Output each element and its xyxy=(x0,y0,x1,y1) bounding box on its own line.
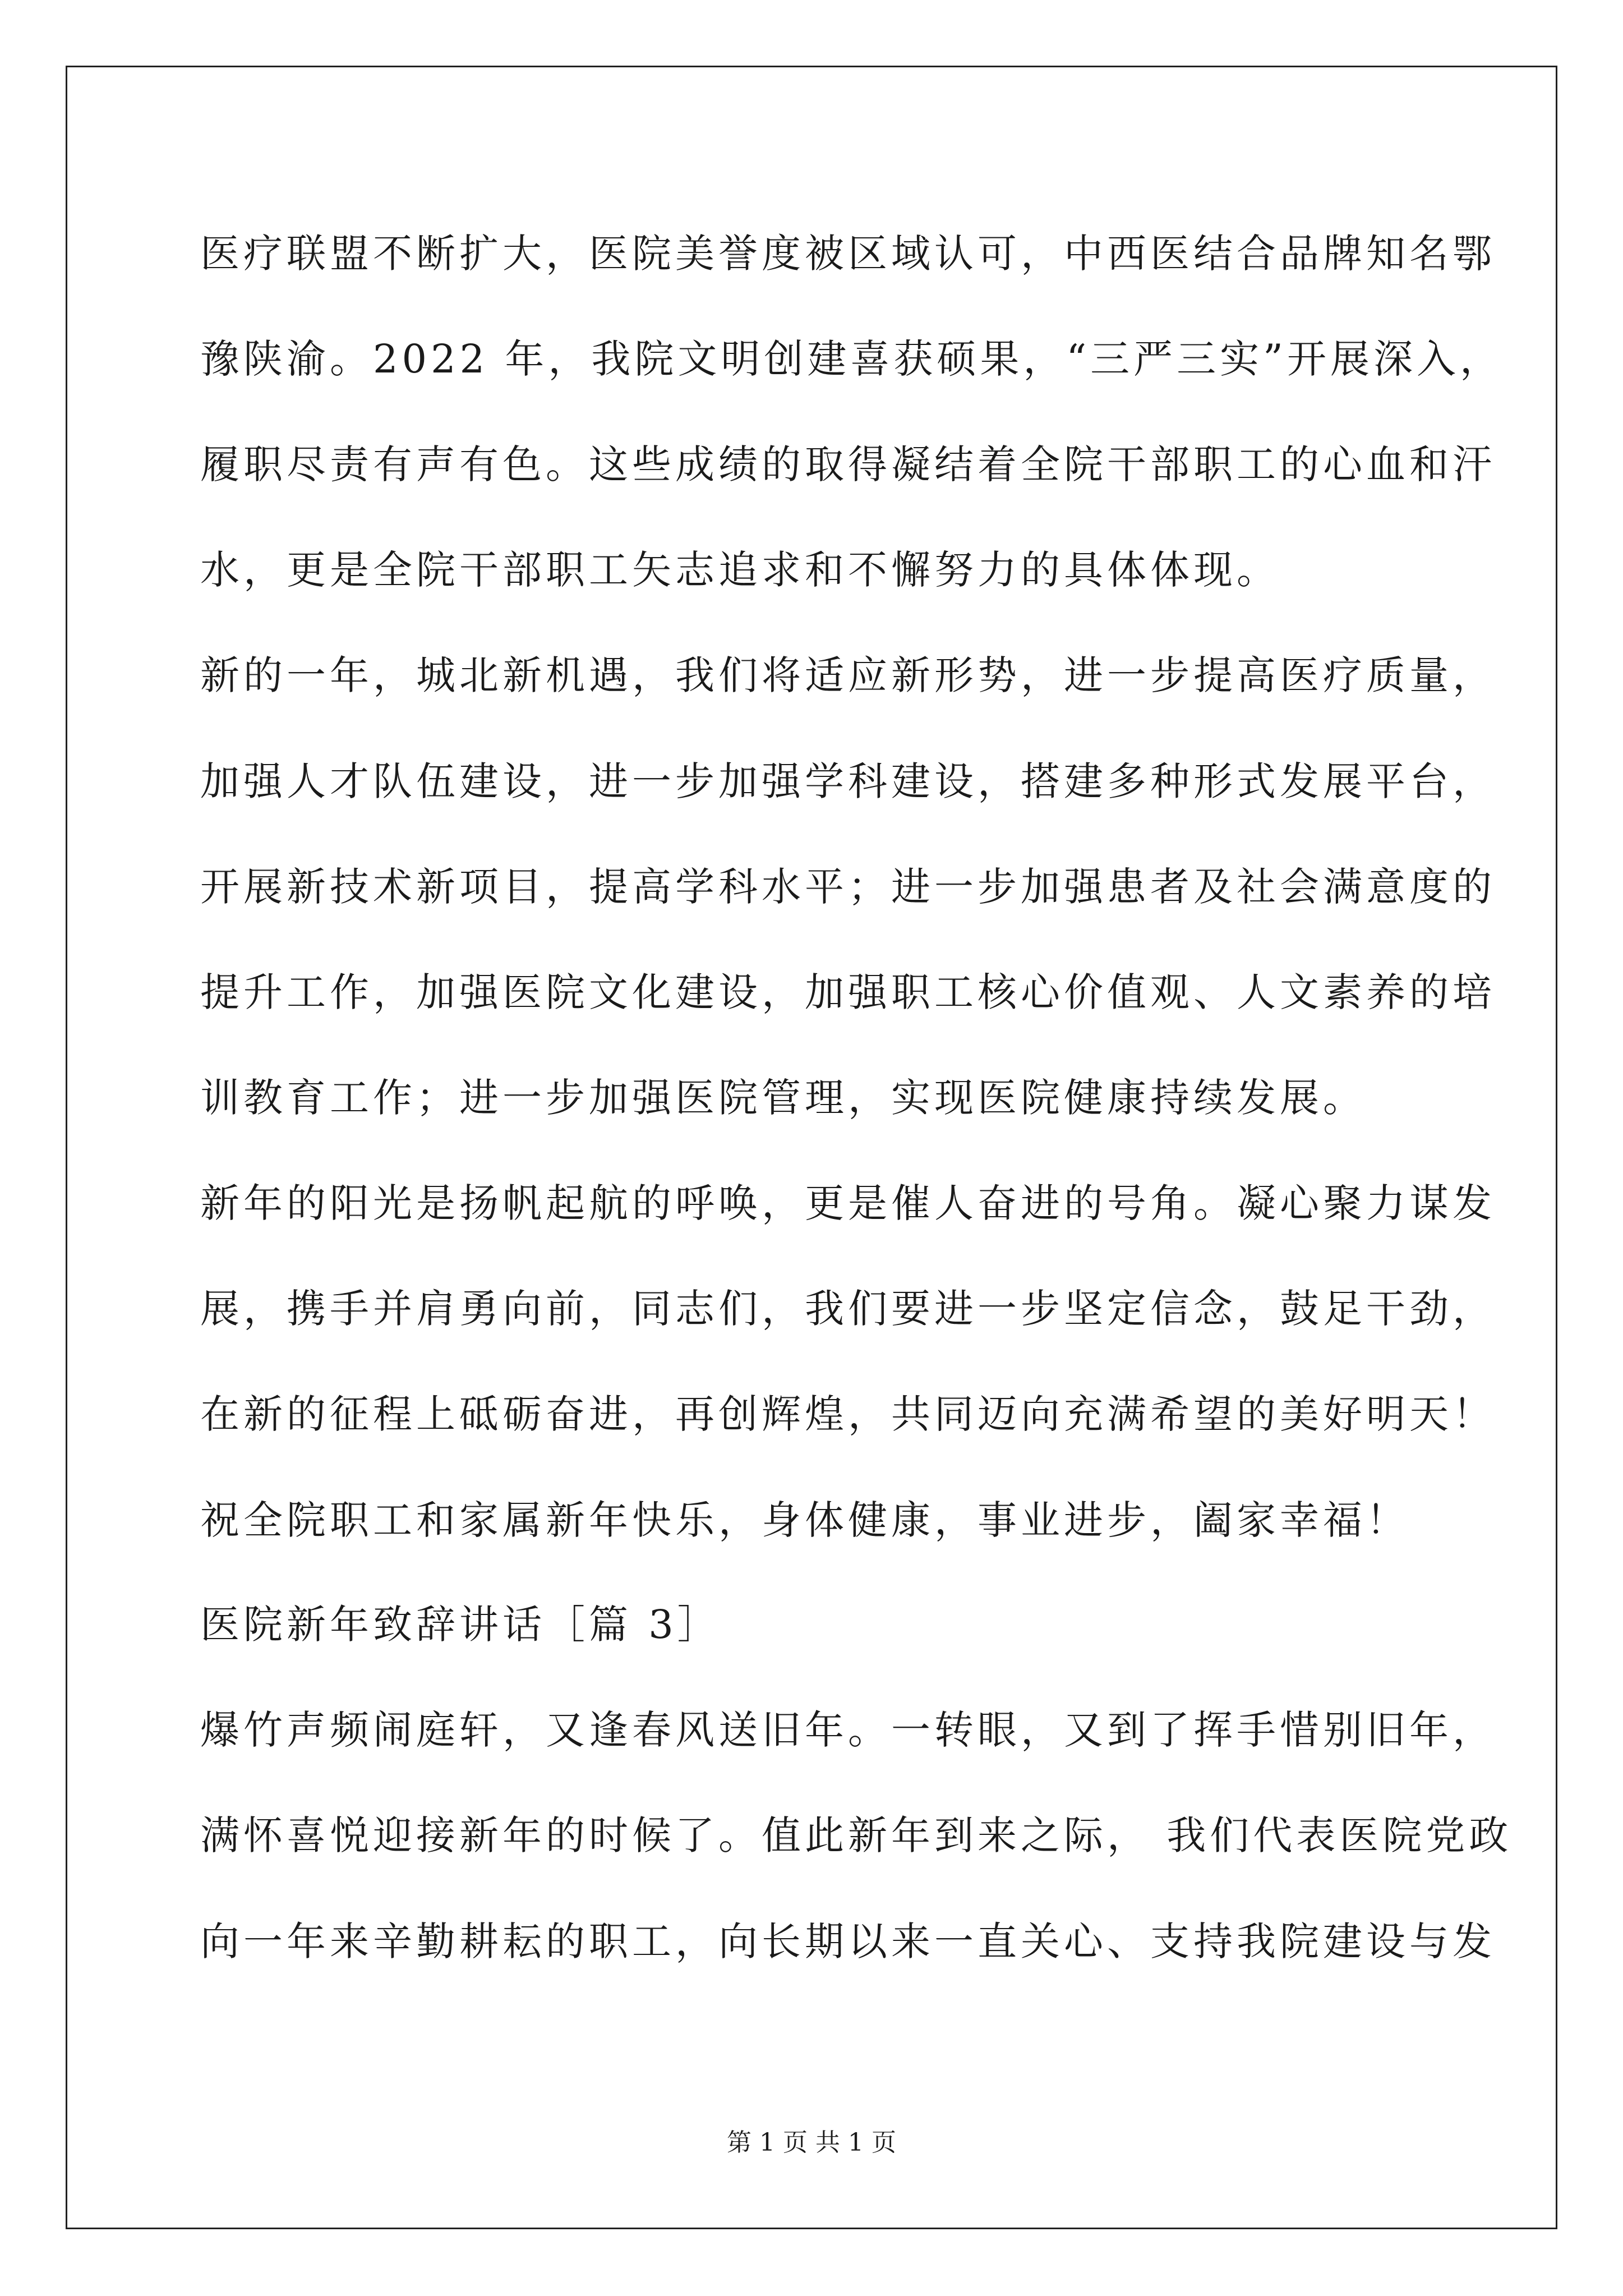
body-line: 爆竹声频闹庭轩，又逢春风送旧年。一转眼，又到了挥手惜别旧年， xyxy=(200,1707,1496,1753)
page-border xyxy=(66,66,1557,2229)
body-line: 训教育工作；进一步加强医院管理，实现医院健康持续发展。 xyxy=(200,1075,1366,1121)
body-line: 医院新年致辞讲话［篇 3］ xyxy=(200,1602,721,1648)
body-line: 在新的征程上砥砺奋进，再创辉煌，共同迈向充满希望的美好明天！ xyxy=(200,1391,1496,1437)
body-line: 祝全院职工和家属新年快乐，身体健康，事业进步，阖家幸福！ xyxy=(200,1497,1409,1543)
body-line: 新的一年，城北新机遇，我们将适应新形势，进一步提高医疗质量， xyxy=(200,652,1496,698)
body-line: 医疗联盟不断扩大，医院美誉度被区域认可，中西医结合品牌知名鄂 xyxy=(200,231,1496,277)
body-line: 水，更是全院干部职工矢志追求和不懈努力的具体体现。 xyxy=(200,547,1280,593)
page-number-footer: 第 1 页 共 1 页 xyxy=(727,2128,896,2157)
body-line: 向一年来辛勤耕耘的职工，向长期以来一直关心、支持我院建设与发 xyxy=(200,1918,1496,1964)
body-line: 开展新技术新项目，提高学科水平；进一步加强患者及社会满意度的 xyxy=(200,864,1496,910)
body-line: 提升工作，加强医院文化建设，加强职工核心价值观、人文素养的培 xyxy=(200,969,1496,1015)
body-line: 加强人才队伍建设，进一步加强学科建设，搭建多种形式发展平台， xyxy=(200,758,1496,804)
body-line: 豫陕渝。2022 年，我院文明创建喜获硕果，“三严三实”开展深入， xyxy=(200,336,1503,382)
body-line: 履职尽责有声有色。这些成绩的取得凝结着全院干部职工的心血和汗 xyxy=(200,441,1496,487)
body-line: 新年的阳光是扬帆起航的呼唤，更是催人奋进的号角。凝心聚力谋发 xyxy=(200,1180,1496,1226)
body-line: 满怀喜悦迎接新年的时候了。值此新年到来之际， 我们代表医院党政 xyxy=(200,1812,1513,1858)
body-line: 展，携手并肩勇向前，同志们，我们要进一步坚定信念，鼓足干劲， xyxy=(200,1286,1496,1332)
